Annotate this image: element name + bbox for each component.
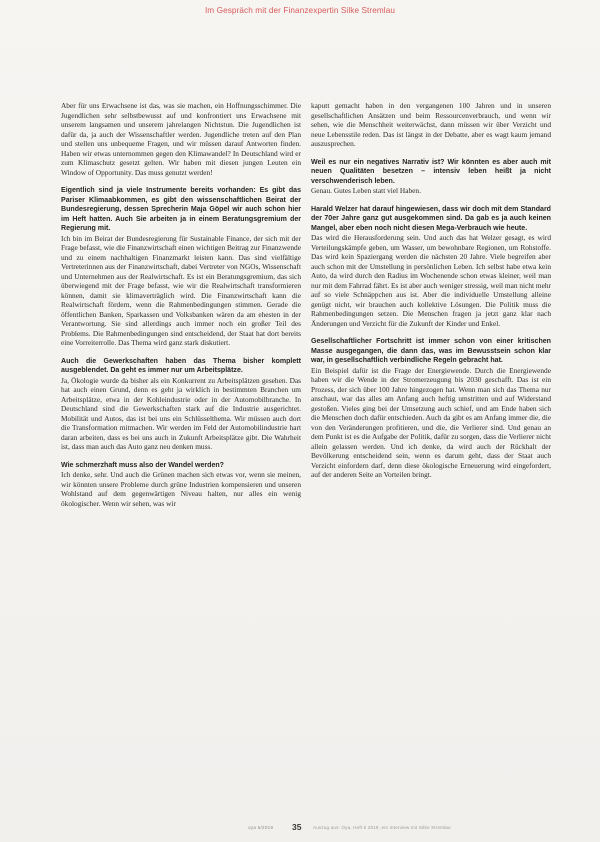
answer-text: Ein Beispiel dafür ist die Frage der Energiewende. Durch die Energiewende haben wir die Wende in der Stromerzeugung bis 2030 geschafft. Das ist ein Prozess, der sich über 100 Jahre hingezogen hat. Wenn man sich das Thema nur anschaut, war das alles am Anfang auch heftig umstritten und auf Widerstand gestoßen. Vieles ging bei der Umsetzung auch schief, und am Ende haben sich die Menschen doch dafür entschieden. Auch da gibt es am Anfang immer die, die von den Veränderungen profitieren, und die, die Verlierer sind. Und genau an dem Punkt ist es die Aufgabe der Politik, dafür zu sorgen, dass die Verlierer nicht allein gelassen werden. Und ich denke, da wird auch der Rückhalt der Bevölkerung entscheidend sein, wenn es darum geht, dass der Staat auch Verzicht einfordern darf, denn diese ökologische Erneuerung wird eingefordert, auf der anderen Seite an Vorteilen bringt. [311,365,551,479]
right-column [311,101,551,480]
issue-label: oya 5/2019 [248,825,274,830]
answer-text: Ich denke, sehr. Und auch die Grünen machen sich etwas vor, wenn sie meinen, wir könnten unsere Probleme durch grüne Industrien kompensieren und unseren Wohlstand auf dem gegenwärtigen Niveau halten, nur alles ein wenig ökologischer. Wenn wir sehen, was wir [61,470,301,508]
answer-text: Ja, Ökologie wurde da bisher als ein Konkurrent zu Arbeitsplätzen gesehen. Das hat auch einen Grund, denn es geht ja wirklich in bestimmten Branchen um Arbeitsplätze, etwa in der Kohleindustrie oder in der Automobilbranche. In Deutschland sind die Gewerkschaften stark auf die Industrie ausgerichtet. Mobilität und Autos, das ist bei uns ein Schlüsselthema. Wir müssen auch dort die Transformation mitmachen. Wir werden im Feld der Automobilindustrie hart daran arbeiten, dass es bei uns auch in Zukunft Arbeitsplätze gibt. Die Wahrheit ist, dass man auch das Auto ganz neu denken muss. [61,375,301,451]
answer-text: Aber für uns Erwachsene ist das, was sie machen, ein Hoffnungsschimmer. Die Jugendlichen sehr selbstbewusst auf und konfrontiert uns Erwachsene mit unserem langsamen und unserem jahrelangen Nichtstun. Die Jugendlichen ist dafür da, ja auch der Wissenschaftler werden. Jugendliche treten auf den Plan und stellen uns unbequeme Fragen, und wir müssen darauf Antworten finden. Haben wir etwas unternommen gegen den Klimawandel? In Deutschland wird er zum Klimaschutz gesetzt gelten. Wir haben mit diesen jungen Leuten ein Window of Opportunity. Das muss genutzt werden! [61,101,301,177]
question-text: Weil es nur ein negatives Narrativ ist? Wir könnten es aber auch mit neuen Qualitäten besetzen – intensiv leben heißt ja nicht verschwenderisch leben. [311,158,551,185]
question-text: Eigentlich sind ja viele Instrumente bereits vorhanden: Es gibt das Pariser Klimaabkommen, es gibt den wissenschaftlichen Beirat der Bundesregierung, dessen Sprecherin Maja Göpel wir auch schon hier im Heft hatten. Auch Sie arbeiten ja in einem Beratungsgremium der Regierung mit. [61,187,301,232]
page-number: 35 [292,822,302,832]
left-column [61,101,301,508]
answer-text: Ich bin im Beirat der Bundesregierung für Sustainable Finance, der sich mit der Frage befasst, wie die Finanzwirtschaft einen wichtigen Beitrag zur Finanzwende und zu einem nachhaltigen Finanzmarkt leisten kann. Das sind vielfältige Vertreterinnen aus der Finanzwirtschaft, dabei Vertreter von NGOs, Wissenschaft und Unternehmen aus der Realwirtschaft. Es ist ein Beratungsgremium, das sich überwiegend mit der Frage befasst, wie wir die Realwirtschaft transformieren können, damit sie klimaverträglich wird. Die Finanzwirtschaft kann die Realwirtschaft fördern, wenn die Rahmenbedingungen stimmen. Gerade die öffentlichen Banken, Sparkassen und Volksbanken wären da am ehesten in der Verantwortung. Sie sind allerdings auch immer noch ein großer Teil des Problems. Die Rahmenbedingungen sind entscheidend, der Staat hat dort bereits eine Vorreiterrolle. Das Thema wird ganz stark diskutiert. [61,233,301,347]
source-line: Auszug aus: Oya, Heft 5 2019, ein Interview mit Silke Stremlau [313,825,451,830]
answer-text: kaputt gemacht haben in den vergangenen 100 Jahren und in unseren gesellschaftlichen Ansätzen und beim Ressourcenverbrauch, und wenn wir sehen, wie die Menschheit weiterwächst, dann müssen wir über Verzicht und neue Lebensstile reden. Das ist längst in der Debatte, aber es wagt kaum jemand auszusprechen. [311,101,551,148]
running-header: Im Gespräch mit der Finanzexpertin Silke Stremlau [204,6,396,15]
question-text: Harald Welzer hat darauf hingewiesen, dass wir doch mit dem Standard der 70er Jahre ganz gut ausgekommen sind. Da gab es ja auch keinen Mangel, aber eben noch nicht diesen Mega-Verbrauch wie heute. [311,205,551,232]
answer-text: Das wird die Herausforderung sein. Und auch das hat Welzer gesagt, es wird Verteilungskämpfe geben, um Wasser, um bewohnbare Regionen, um Rohstoffe. Das wird kein Spaziergang werden die nächsten 20 Jahre. Viele begreifen aber auch schon mit der Umstellung in persönlichen Leben. Ich selbst habe etwa kein Auto, da wird durch den Radius im Wochenende schon etwas kleiner, weil man nur mit dem Fahrrad fährt. Es ist aber auch weniger stressig, weil man nicht mehr auf so viele Schnäppchen aus ist. Aber die individuelle Umstellung alleine genügt nicht, wir brauchen auch kollektive Lösungen. Die Politik muss die Rahmenbedingungen setzen. Die Menschen fragen ja jetzt ganz klar nach Änderungen und Verzicht für die Zukunft der Kinder und Enkel. [311,233,551,328]
page-footer [0,822,600,834]
question-text: Auch die Gewerkschaften haben das Thema bisher komplett ausgeblendet. Da geht es immer nur um Arbeitsplätze. [61,357,301,374]
question-text: Wie schmerzhaft muss also der Wandel werden? [61,461,224,469]
question-text: Gesellschaftlicher Fortschritt ist immer schon von einer kritischen Masse ausgegangen, die dann das, was im Bewusstsein schon klar war, in gesellschaftlich verbindliche Regeln gebracht hat. [311,338,551,364]
answer-text: Genau. Gutes Leben statt viel Haben. [311,186,421,195]
